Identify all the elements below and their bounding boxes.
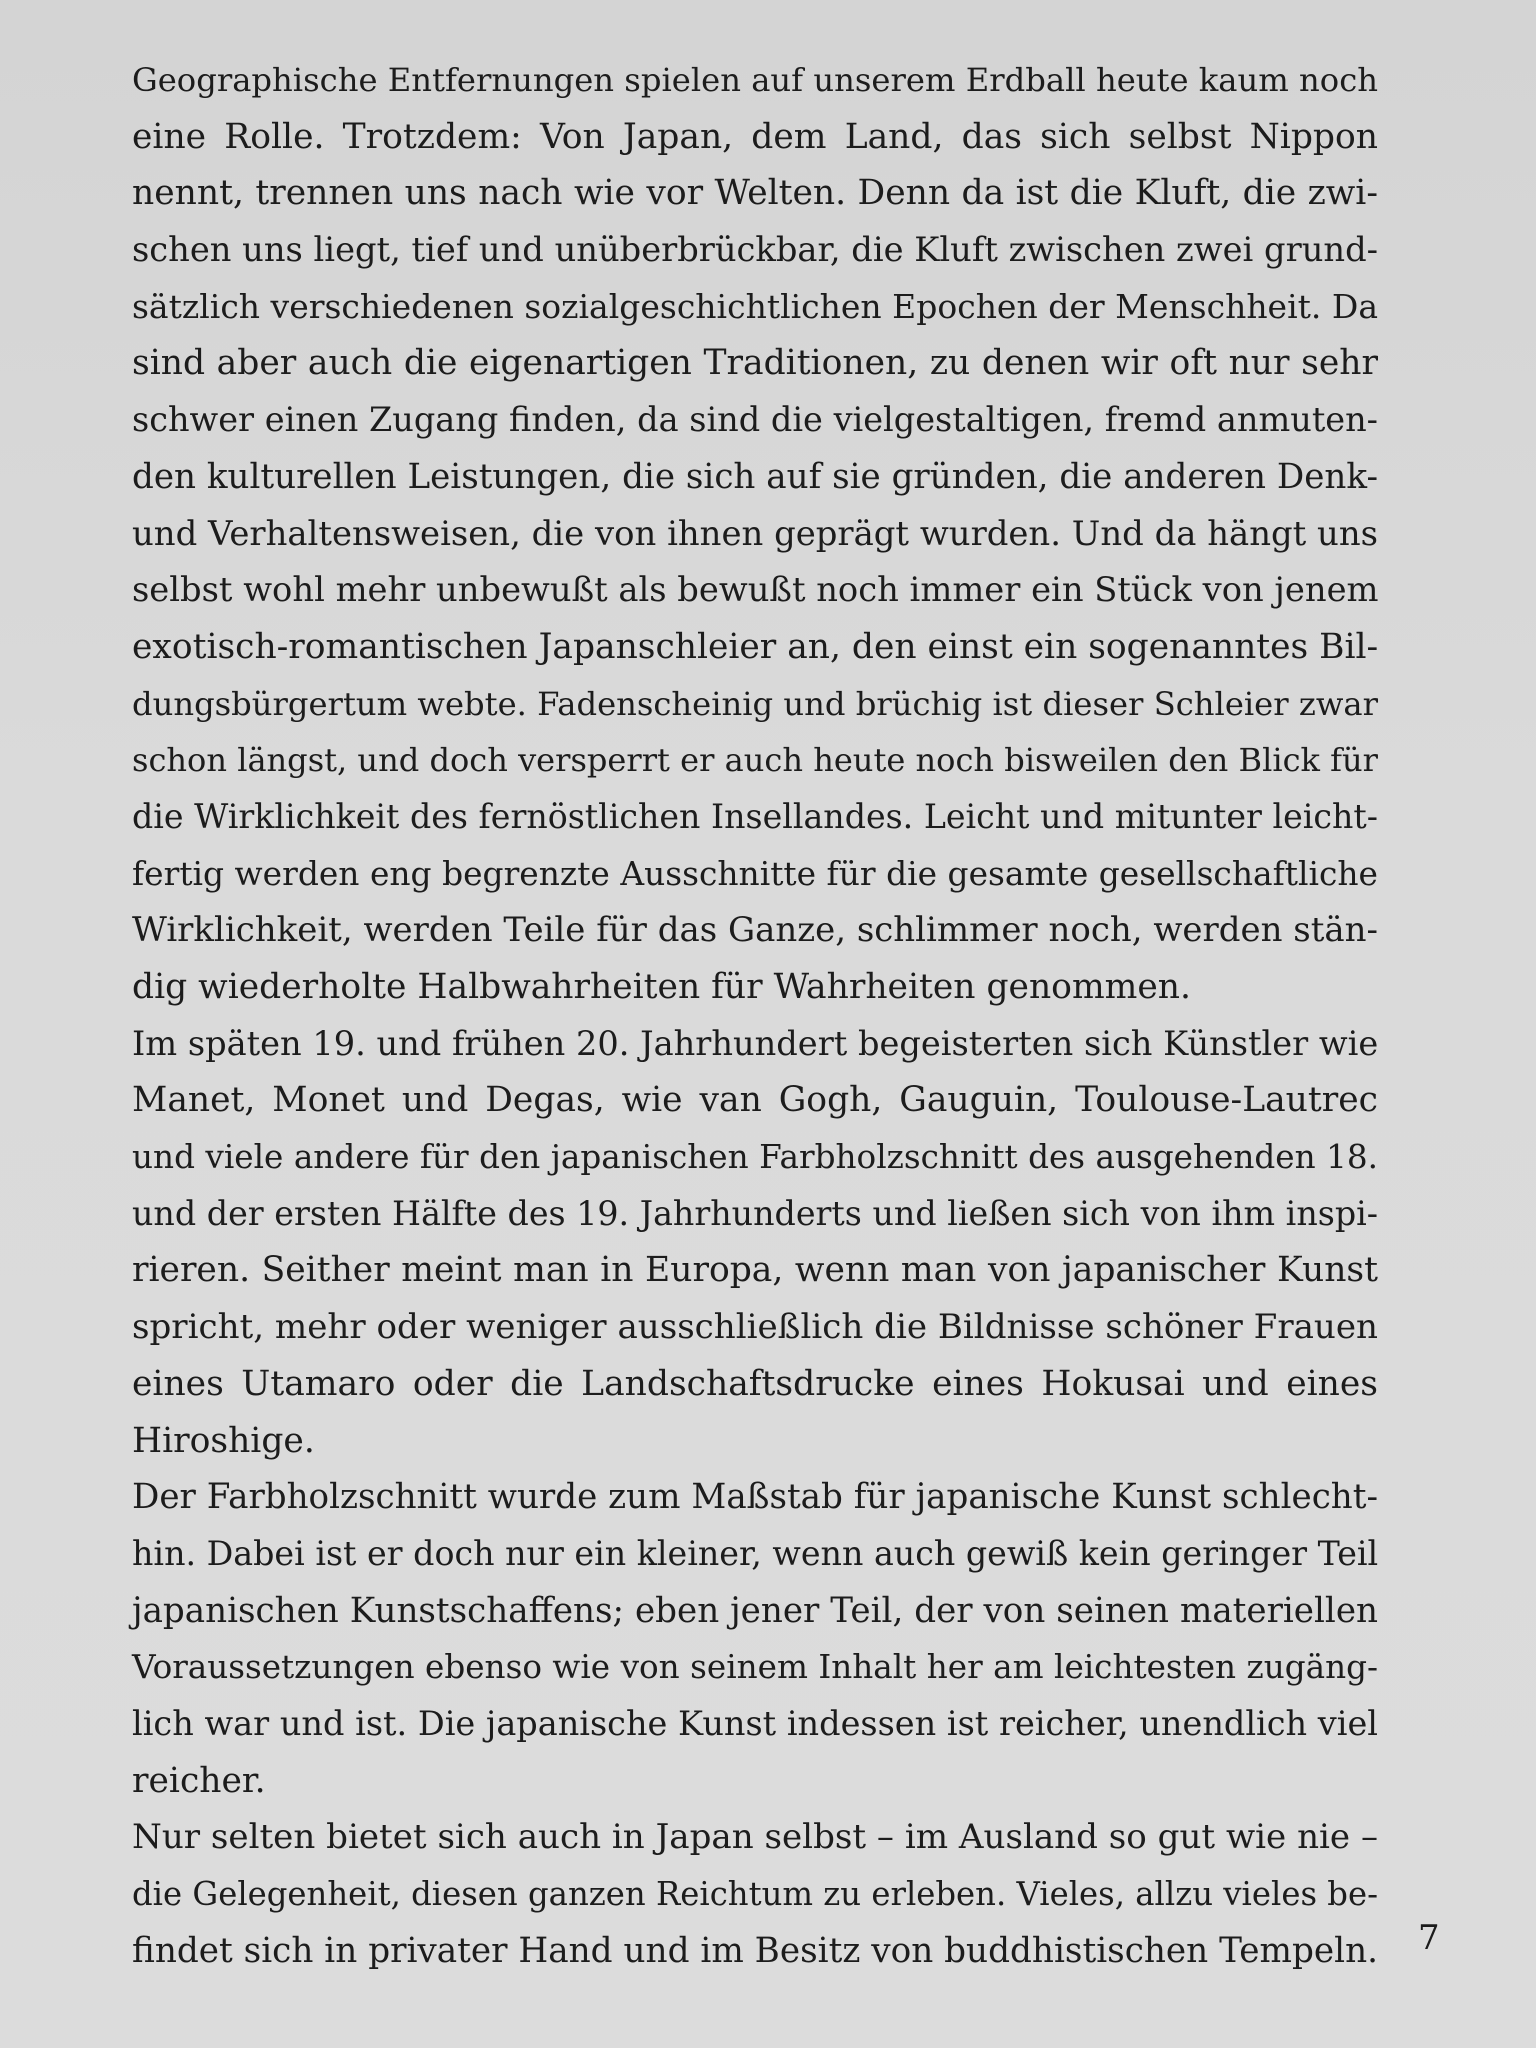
text-line: rieren. Seither meint man in Europa, wenn man von japanischer Kunst [132,1250,1378,1291]
text-line: Nur selten bietet sich auch in Japan selbst – im Ausland so gut wie nie – [132,1817,1378,1858]
text-line: japanischen Kunstschaffens; eben jener Teil, der von seinen materiellen [132,1590,1378,1631]
text-line: spricht, mehr oder weniger ausschließlich die Bildnisse schöner Frauen [132,1307,1378,1348]
page-number: 7 [1418,1918,1440,1958]
text-line: schwer einen Zugang finden, da sind die vielgestaltigen, fremd anmuten- [132,400,1378,440]
text-line-paragraph-end: reicher. [132,1760,266,1801]
text-line: sätzlich verschiedenen sozialgeschichtlichen Epochen der Menschheit. Da [132,286,1378,326]
text-line: findet sich in privater Hand und im Besitz von buddhistischen Tempeln. [132,1930,1378,1971]
text-line: eine Rolle. Trotzdem: Von Japan, dem Land, das sich selbst Nippon [132,116,1378,157]
text-line: Wirklichkeit, werden Teile für das Ganze, schlimmer noch, werden stän- [132,910,1378,951]
text-line: hin. Dabei ist er doch nur ein kleiner, wenn auch gewiß kein geringer Teil [132,1533,1379,1573]
text-line: Voraussetzungen ebenso wie von seinem Inhalt her am leichtesten zugäng- [132,1648,1378,1687]
text-line: nennt, trennen uns nach wie vor Welten. Denn da ist die Kluft, die zwi- [132,173,1378,214]
text-line: Der Farbholzschnitt wurde zum Maßstab für japanische Kunst schlecht- [132,1477,1378,1518]
text-line: fertig werden eng begrenzte Ausschnitte für die gesamte gesellschaftliche [132,853,1378,893]
text-line: die Wirklichkeit des fernöstlichen Insellandes. Leicht und mitunter leicht- [132,796,1378,836]
text-line: schen uns liegt, tief und unüberbrückbar, die Kluft zwischen zwei grund- [132,230,1378,270]
text-line-paragraph-end: dig wiederholte Halbwahrheiten für Wahrheiten genommen. [132,967,1191,1007]
text-line: eines Utamaro oder die Landschaftsdrucke eines Hokusai und eines [132,1363,1378,1404]
text-line: und viele andere für den japanischen Farbholzschnitt des ausgehenden 18. [132,1138,1378,1177]
text-line: Geographische Entfernungen spielen auf unserem Erdball heute kaum noch [132,61,1378,99]
text-line: und Verhaltensweisen, die von ihnen geprägt wurden. Und da hängt uns [132,513,1378,553]
text-line: lich war und ist. Die japanische Kunst indessen ist reicher, unendlich viel [132,1703,1378,1743]
text-line: den kulturellen Leistungen, die sich auf sie gründen, die anderen Denk- [132,456,1378,497]
text-line: exotisch-romantischen Japanschleier an, den einst ein sogenanntes Bil- [132,626,1379,667]
body-text [132,52,1378,1979]
text-line: Manet, Monet und Degas, wie van Gogh, Gauguin, Toulouse-Lautrec [132,1080,1378,1121]
text-line: Im späten 19. und frühen 20. Jahrhundert begeisterten sich Künstler wie [132,1023,1379,1063]
text-line: schon längst, und doch versperrt er auch heute noch bisweilen den Blick für [132,741,1378,780]
text-line: selbst wohl mehr unbewußt als bewußt noch immer ein Stück von jenem [132,570,1379,610]
text-line-paragraph-end: Hiroshige. [132,1420,315,1461]
text-line: dungsbürgertum webte. Fadenscheinig und brüchig ist dieser Schleier zwar [132,684,1378,723]
text-line: sind aber auch die eigenartigen Traditionen, zu denen wir oft nur sehr [132,343,1378,384]
text-line: und der ersten Hälfte des 19. Jahrhunderts und ließen sich von ihm inspi- [132,1193,1378,1233]
text-line: die Gelegenheit, diesen ganzen Reichtum zu erleben. Vieles, allzu vieles be- [132,1875,1378,1913]
